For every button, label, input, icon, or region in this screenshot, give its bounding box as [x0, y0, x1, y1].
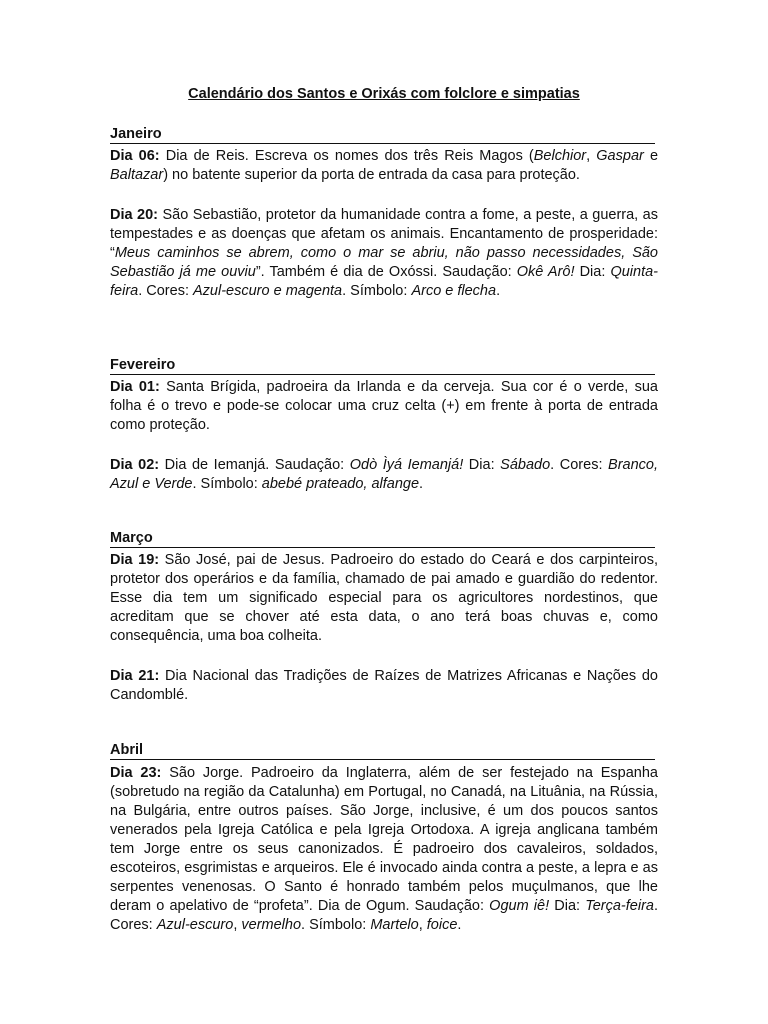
month-heading-marco: Março — [110, 531, 655, 548]
entry-mar-21: Dia 21: Dia Nacional das Tradições de Raízes de Matrizes Africanas e Nações do Candomblé. — [110, 668, 658, 703]
entry-jan-20: Dia 20: São Sebastião, protetor da humanidade contra a fome, a peste, a guerra, as tempestades e as doenças que afetam os animais. Encantamento de prosperidade: “Meus caminhos se abrem, como o mar se abriu, não passo necessidades, São Sebastião já me ouviu”. Também é dia de Oxóssi. Saudação: Okê Arô! Dia: Quinta-feira. Cores: Azul-escuro e magenta. Símbolo: Arco e flecha. — [110, 207, 658, 299]
entry-label: Dia 20: — [110, 207, 159, 223]
entry-fev-01: Dia 01: Santa Brígida, padroeira da Irlanda e da cerveja. Sua cor é o verde, sua folha é o trevo e pode-se colocar uma cruz celta (+) em frente à porta de entrada como proteção. — [110, 379, 658, 433]
entry-fev-02: Dia 02: Dia de Iemanjá. Saudação: Odò Ìyá Iemanjá! Dia: Sábado. Cores: Branco, Azul e Verde. Símbolo: abebé prateado, alfange. — [110, 457, 659, 492]
entry-jan-06: Dia 06: Dia de Reis. Escreva os nomes dos três Reis Magos (Belchior, Gaspar e Baltazar) no batente superior da porta de entrada da casa para proteção. — [110, 148, 659, 183]
month-heading-janeiro: Janeiro — [110, 127, 655, 144]
entry-label: Dia 21: — [110, 668, 160, 684]
month-heading-fevereiro: Fevereiro — [110, 358, 655, 375]
entry-label: Dia 06: — [110, 148, 160, 164]
document-title: Calendário dos Santos e Orixás com folclore e simpatias — [188, 86, 580, 102]
entry-label: Dia 01: — [110, 379, 160, 395]
entry-abr-23: Dia 23: São Jorge. Padroeiro da Inglaterra, além de ser festejado na Espanha (sobretudo na região da Catalunha) em Portugal, no Canadá, na Lituânia, na Rússia, na Bulgária, entre outros países. São Jorge, inclusive, é um dos poucos santos venerados pela Igreja Católica e pela Igreja Ortodoxa. A igreja anglicana também tem Jorge entre os seus canonizados. É padroeiro dos cavaleiros, soldados, escoteiros, esgrimistas e arqueiros. Ele é invocado ainda contra a peste, a lepra e as serpentes venenosas. O Santo é honrado também pelos muçulmanos, que lhe deram o apelativo de “profeta”. Dia de Ogum. Saudação: Ogum iê! Dia: Terça-feira. Cores: Azul-escuro, vermelho. Símbolo: Martelo, foice. — [110, 765, 659, 933]
month-heading-abril: Abril — [110, 743, 655, 760]
entry-label: Dia 19: — [110, 552, 160, 568]
entry-label: Dia 02: — [110, 457, 160, 473]
entry-label: Dia 23: — [110, 765, 162, 781]
entry-mar-19: Dia 19: São José, pai de Jesus. Padroeiro do estado do Ceará e dos carpinteiros, protetor dos operários e da família, chamado de pai amado e guardião do redentor. Esse dia tem um significado especial para os agricultores nordestinos, que acreditam que se chover até esta data, o ano terá boas chuvas e, como consequência, uma boa colheita. — [110, 552, 658, 644]
